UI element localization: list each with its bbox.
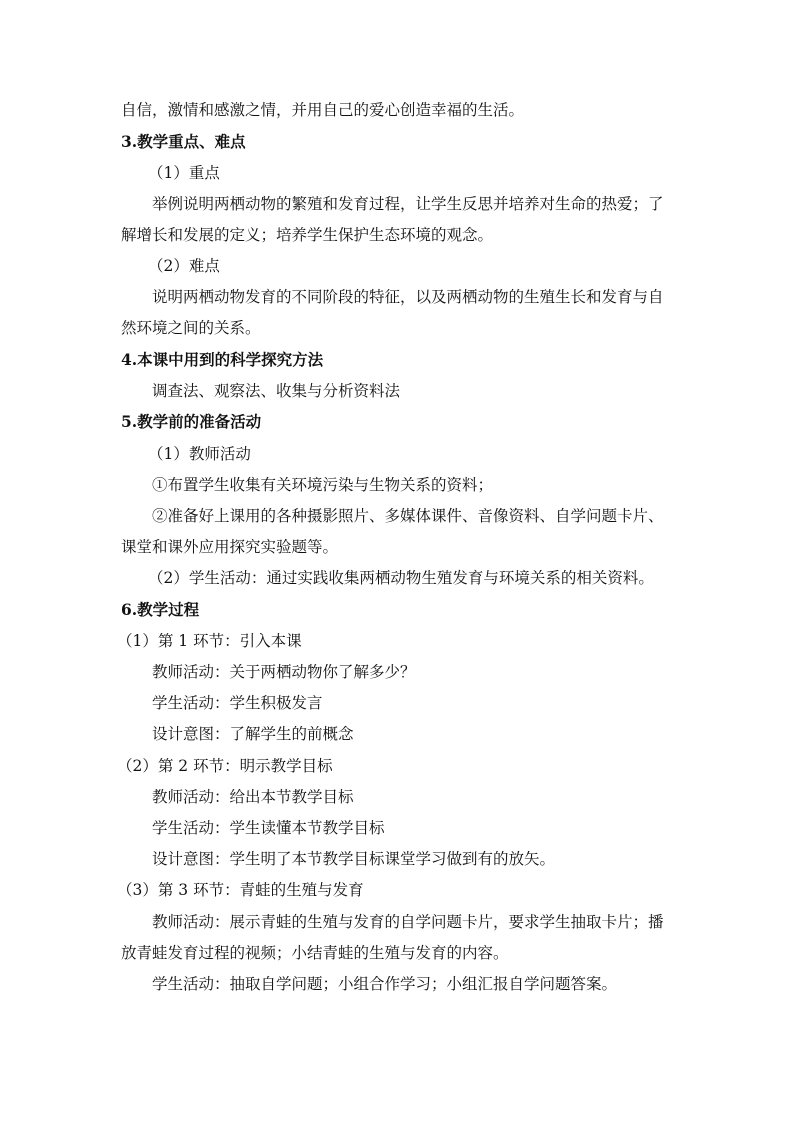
subheading-key-points: （1）重点	[148, 164, 220, 182]
subheading-step-3: （3）第 3 环节：青蛙的生殖与发育	[117, 881, 364, 899]
text-line: ②准备好上课用的各种摄影照片、多媒体课件、音像资料、自学问题卡片、	[152, 507, 664, 525]
text-line: 教师活动：展示青蛙的生殖与发育的自学问题卡片，要求学生抽取卡片；播	[152, 913, 664, 931]
text-line: 说明两栖动物发育的不同阶段的特征，以及两栖动物的生殖生长和发育与自	[152, 288, 664, 306]
text-line: 教师活动：关于两栖动物你了解多少？	[152, 663, 416, 681]
text-line: ①布置学生收集有关环境污染与生物关系的资料；	[152, 476, 494, 494]
text-line: 学生活动：学生积极发言	[152, 694, 323, 712]
text-line: 解增长和发展的定义；培养学生保护生态环境的观念。	[121, 226, 494, 244]
subheading-teacher-activity: （1）教师活动	[148, 445, 251, 463]
text-line: 课堂和课外应用探究实验题等。	[121, 538, 339, 556]
text-line: （2）学生活动：通过实践收集两栖动物生殖发育与环境关系的相关资料。	[148, 569, 654, 587]
text-line: 设计意图：学生明了本节教学目标课堂学习做到有的放矢。	[152, 850, 556, 868]
subheading-difficulties: （2）难点	[148, 257, 220, 275]
section-heading-4: 4.本课中用到的科学探究方法	[121, 350, 324, 369]
text-line: 学生活动：抽取自学问题；小组合作学习；小组汇报自学问题答案。	[152, 975, 618, 993]
text-line: 举例说明两栖动物的繁殖和发育过程，让学生反思并培养对生命的热爱；了	[152, 195, 664, 213]
subheading-step-2: （2）第 2 环节：明示教学目标	[117, 757, 333, 775]
section-heading-6: 6.教学过程	[121, 600, 200, 619]
text-line: 设计意图：了解学生的前概念	[152, 725, 354, 743]
text-line: 学生活动：学生读懂本节教学目标	[152, 819, 385, 837]
text-line: 教师活动：给出本节教学目标	[152, 788, 354, 806]
subheading-step-1: （1）第 1 环节：引入本课	[117, 632, 302, 650]
text-line: 放青蛙发育过程的视频；小结青蛙的生殖与发育的内容。	[121, 944, 509, 962]
section-heading-3: 3.教学重点、难点	[121, 132, 246, 151]
section-heading-5: 5.教学前的准备活动	[121, 412, 262, 431]
text-line: 自信，激情和感激之情，并用自己的爱心创造幸福的生活。	[121, 101, 525, 119]
text-line: 然环境之间的关系。	[121, 319, 261, 337]
text-line: 调查法、观察法、收集与分析资料法	[152, 382, 401, 400]
